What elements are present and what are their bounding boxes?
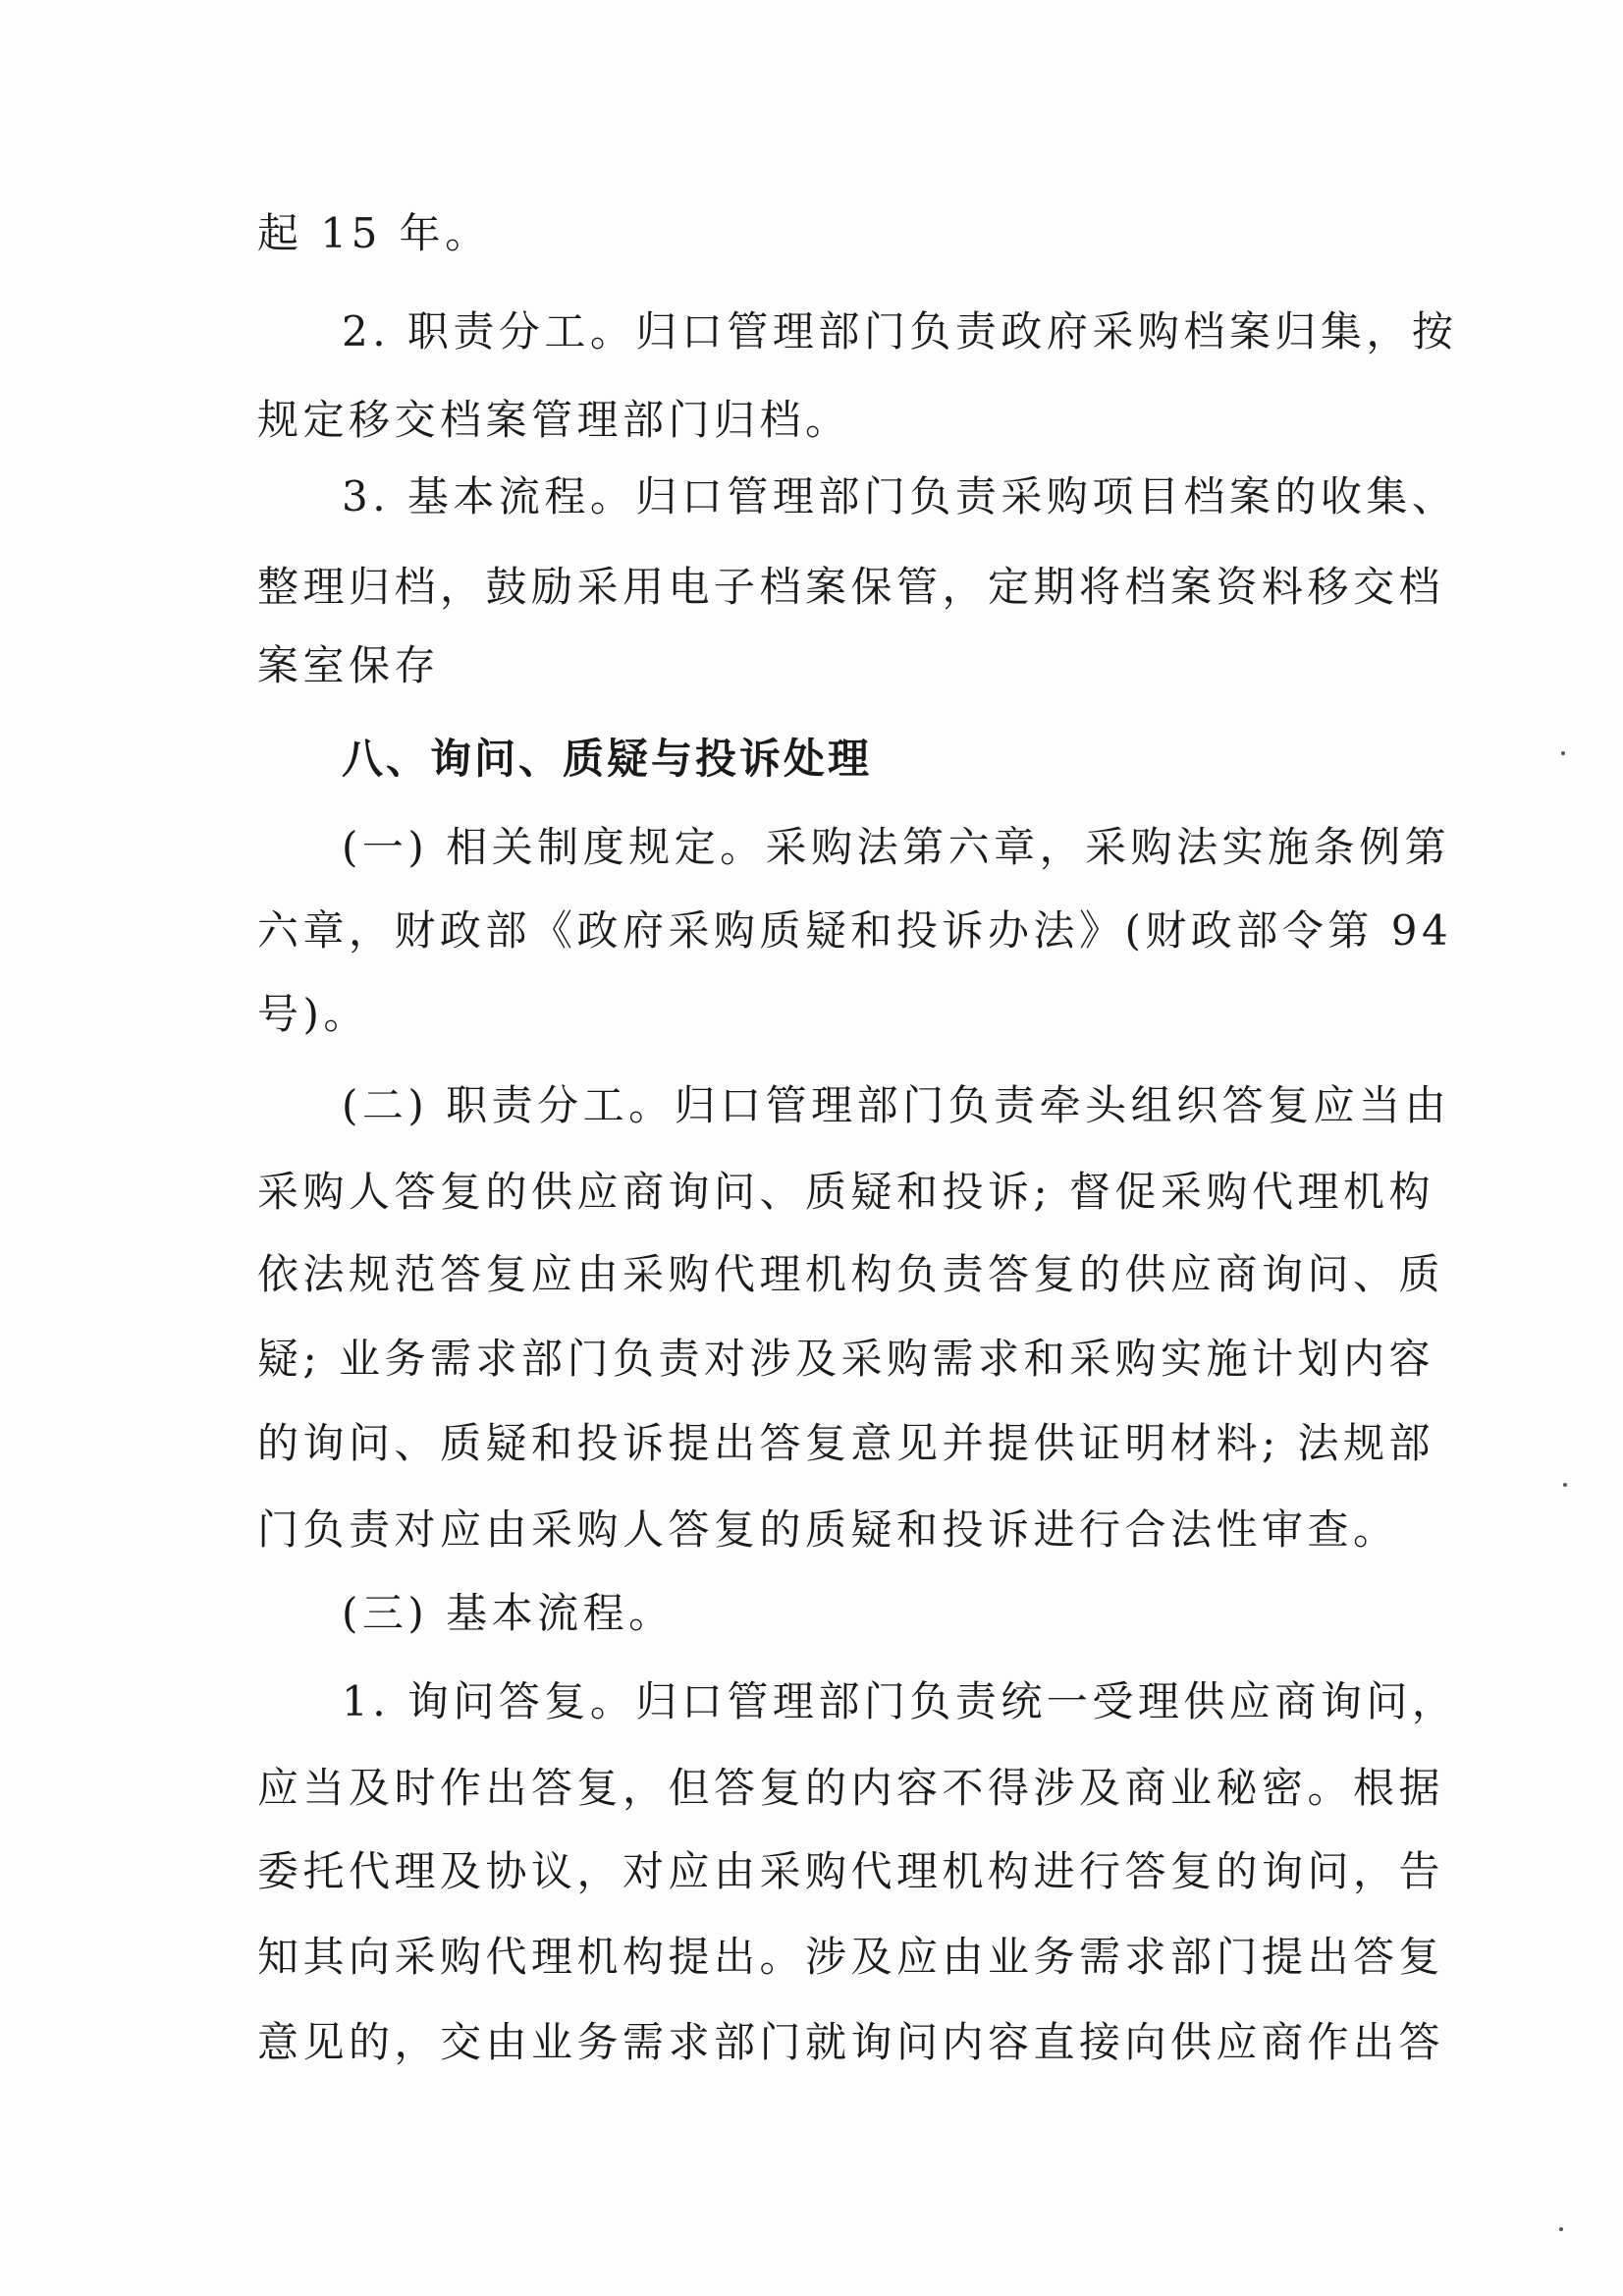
- text-line: 的询问、质疑和投诉提出答复意见并提供证明材料; 法规部: [257, 1419, 1435, 1467]
- text-line: 六章，财政部《政府采购质疑和投诉办法》(财政部令第 94: [257, 906, 1453, 955]
- text-line: 3. 基本流程。归口管理部门负责采购项目档案的收集、: [342, 472, 1458, 520]
- text-line: 规定移交档案管理部门归档。: [257, 396, 851, 444]
- text-line: (一) 相关制度规定。采购法第六章，采购法实施条例第: [342, 823, 1451, 871]
- text-line: 号)。: [257, 990, 369, 1038]
- text-line: 起 15 年。: [257, 209, 491, 257]
- scan-speck: [1559, 2227, 1563, 2231]
- text-line: 依法规范答复应由采购代理机构负责答复的供应商询问、质: [257, 1250, 1445, 1298]
- text-line: 整理归档，鼓励采用电子档案保管，定期将档案资料移交档: [257, 563, 1445, 611]
- text-line: 知其向采购代理机构提出。涉及应由业务需求部门提出答复: [257, 1933, 1445, 1981]
- text-line: 采购人答复的供应商询问、质疑和投诉; 督促采购代理机构: [257, 1168, 1435, 1216]
- section-heading: 八、询问、质疑与投诉处理: [342, 735, 873, 783]
- text-line: (二) 职责分工。归口管理部门负责牵头组织答复应当由: [342, 1081, 1451, 1129]
- text-line: (三) 基本流程。: [342, 1589, 675, 1637]
- text-line: 门负责对应由采购人答复的质疑和投诉进行合法性审查。: [257, 1505, 1399, 1554]
- text-line: 2. 职责分工。归口管理部门负责政府采购档案归集，按: [342, 307, 1458, 355]
- text-line: 疑; 业务需求部门负责对涉及采购需求和采购实施计划内容: [257, 1335, 1435, 1383]
- text-line: 1. 询问答复。归口管理部门负责统一受理供应商询问，: [342, 1677, 1458, 1725]
- text-line: 意见的，交由业务需求部门就询问内容直接向供应商作出答: [257, 2018, 1445, 2066]
- scan-speck: [1561, 751, 1565, 755]
- scan-speck: [1563, 1483, 1567, 1487]
- text-line: 应当及时作出答复，但答复的内容不得涉及商业秘密。根据: [257, 1764, 1445, 1812]
- text-line: 案室保存: [257, 641, 441, 689]
- text-line: 委托代理及协议，对应由采购代理机构进行答复的询问，告: [257, 1847, 1445, 1895]
